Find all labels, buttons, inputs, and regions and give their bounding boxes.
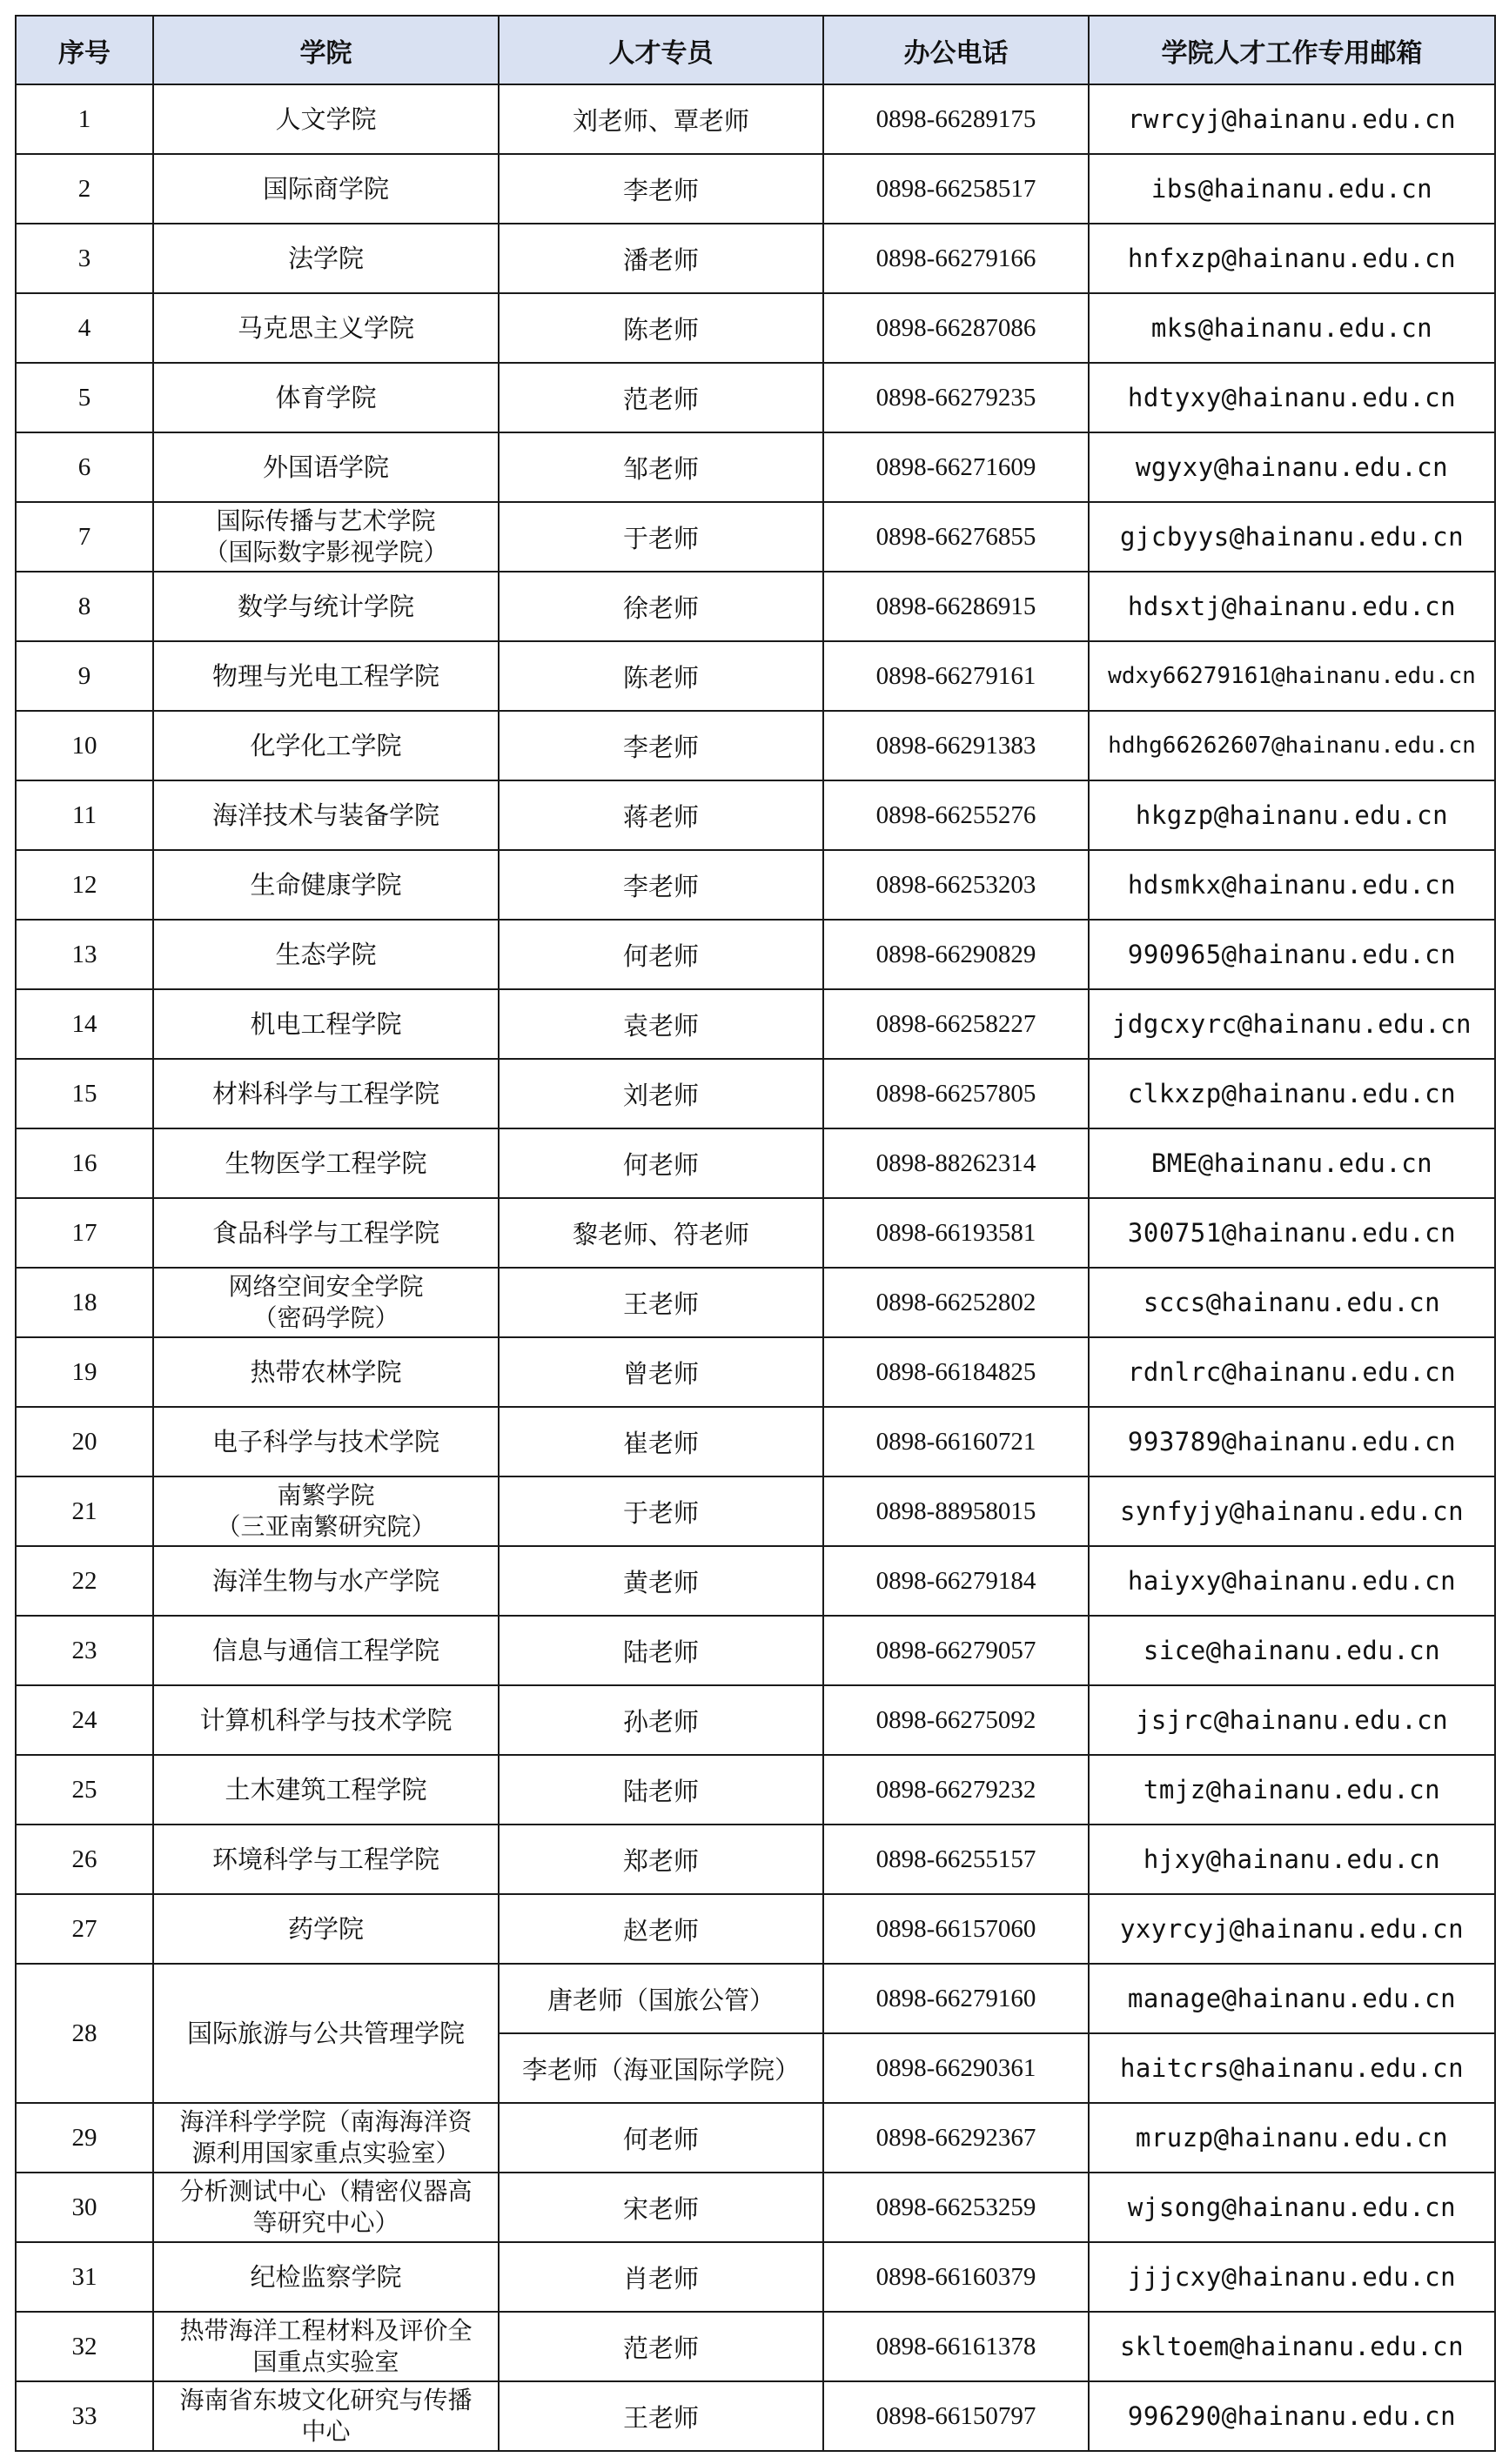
email-address: yxyrcyj@hainanu.edu.cn bbox=[1089, 1894, 1495, 1964]
office-phone: 0898-66271609 bbox=[823, 432, 1089, 502]
email-address: ibs@hainanu.edu.cn bbox=[1089, 154, 1495, 224]
college-name-cell bbox=[153, 1476, 499, 1546]
office-phone: 0898-66193581 bbox=[823, 1198, 1089, 1268]
office-phone: 0898-66286915 bbox=[823, 572, 1089, 641]
college-name-cell bbox=[153, 224, 499, 293]
talent-specialist: 范老师 bbox=[499, 363, 823, 432]
row-number: 14 bbox=[16, 989, 153, 1059]
table-row bbox=[16, 1894, 1495, 1964]
office-phone: 0898-66150797 bbox=[823, 2381, 1089, 2451]
row-number: 20 bbox=[16, 1407, 153, 1476]
talent-specialist: 王老师 bbox=[499, 1268, 823, 1337]
table-row bbox=[16, 1755, 1495, 1825]
talent-specialist: 何老师 bbox=[499, 1128, 823, 1198]
college-name-cell bbox=[153, 1128, 499, 1198]
email-address: skltoem@hainanu.edu.cn bbox=[1089, 2312, 1495, 2381]
college-name: 物理与光电工程学院 bbox=[211, 661, 439, 691]
office-phone: 0898-66279166 bbox=[823, 224, 1089, 293]
table-row bbox=[16, 711, 1495, 780]
office-phone: 0898-66279161 bbox=[823, 641, 1089, 711]
header-no: 序号 bbox=[16, 16, 153, 84]
email-address: tmjz@hainanu.edu.cn bbox=[1089, 1755, 1495, 1825]
table-row bbox=[16, 2103, 1495, 2173]
email-address: hdsmkx@hainanu.edu.cn bbox=[1089, 850, 1495, 920]
office-phone: 0898-66276855 bbox=[823, 502, 1089, 572]
college-name-sub: 中心 bbox=[301, 2417, 351, 2446]
email-address: haitcrs@hainanu.edu.cn bbox=[1089, 2033, 1495, 2103]
talent-specialist: 李老师 bbox=[499, 711, 823, 780]
table-row bbox=[16, 1407, 1495, 1476]
row-number: 30 bbox=[16, 2173, 153, 2242]
table-row bbox=[16, 502, 1495, 572]
table-row bbox=[16, 1198, 1495, 1268]
talent-specialist: 蒋老师 bbox=[499, 780, 823, 850]
college-name-cell bbox=[153, 2103, 499, 2173]
row-number: 32 bbox=[16, 2312, 153, 2381]
email-address: 990965@hainanu.edu.cn bbox=[1089, 920, 1495, 989]
email-address: manage@hainanu.edu.cn bbox=[1089, 1964, 1495, 2033]
college-name: 分析测试中心（精密仪器高 bbox=[179, 2177, 473, 2206]
college-name: 生态学院 bbox=[275, 940, 377, 969]
row-number: 12 bbox=[16, 850, 153, 920]
college-name-sub: 等研究中心） bbox=[252, 2208, 399, 2237]
talent-specialist: 潘老师 bbox=[499, 224, 823, 293]
table-row bbox=[16, 84, 1495, 154]
college-name: 网络空间安全学院 bbox=[228, 1272, 424, 1301]
row-number: 2 bbox=[16, 154, 153, 224]
office-phone: 0898-66290361 bbox=[823, 2033, 1089, 2103]
talent-specialist: 徐老师 bbox=[499, 572, 823, 641]
table-row bbox=[16, 780, 1495, 850]
talent-specialist: 郑老师 bbox=[499, 1825, 823, 1894]
talent-specialist: 崔老师 bbox=[499, 1407, 823, 1476]
talent-specialist: 刘老师、覃老师 bbox=[499, 84, 823, 154]
table-row bbox=[16, 1685, 1495, 1755]
college-name-sub: 源利用国家重点实验室） bbox=[191, 2139, 460, 2167]
college-name-cell bbox=[153, 84, 499, 154]
talent-specialist: 李老师 bbox=[499, 850, 823, 920]
row-number: 28 bbox=[16, 1964, 153, 2103]
talent-specialist: 陈老师 bbox=[499, 293, 823, 363]
row-number: 33 bbox=[16, 2381, 153, 2451]
table-row bbox=[16, 572, 1495, 641]
table-row bbox=[16, 2381, 1495, 2451]
office-phone: 0898-66257805 bbox=[823, 1059, 1089, 1128]
talent-specialist: 唐老师（国旅公管） bbox=[499, 1964, 823, 2033]
college-name-cell bbox=[153, 1755, 499, 1825]
table-body bbox=[16, 84, 1495, 2451]
college-name-cell bbox=[153, 1198, 499, 1268]
email-address: 996290@hainanu.edu.cn bbox=[1089, 2381, 1495, 2451]
row-number: 1 bbox=[16, 84, 153, 154]
email-address: hnfxzp@hainanu.edu.cn bbox=[1089, 224, 1495, 293]
college-name-cell bbox=[153, 711, 499, 780]
email-address: wjsong@hainanu.edu.cn bbox=[1089, 2173, 1495, 2242]
college-name: 国际旅游与公共管理学院 bbox=[153, 1964, 499, 2103]
college-name-cell bbox=[153, 2242, 499, 2312]
college-name: 外国语学院 bbox=[262, 452, 389, 482]
office-phone: 0898-66255276 bbox=[823, 780, 1089, 850]
email-address: gjcbyys@hainanu.edu.cn bbox=[1089, 502, 1495, 572]
college-name-cell bbox=[153, 920, 499, 989]
office-phone: 0898-66287086 bbox=[823, 293, 1089, 363]
row-number: 3 bbox=[16, 224, 153, 293]
college-name-cell bbox=[153, 293, 499, 363]
college-name-sub: （国际数字影视学院） bbox=[204, 538, 448, 566]
college-name-cell bbox=[153, 2173, 499, 2242]
talent-specialist: 黎老师、符老师 bbox=[499, 1198, 823, 1268]
email-address: mruzp@hainanu.edu.cn bbox=[1089, 2103, 1495, 2173]
email-address: rdnlrc@hainanu.edu.cn bbox=[1089, 1337, 1495, 1407]
email-address: BME@hainanu.edu.cn bbox=[1089, 1128, 1495, 1198]
college-name: 海南省东坡文化研究与传播 bbox=[179, 2386, 473, 2414]
college-name: 计算机科学与技术学院 bbox=[199, 1705, 453, 1735]
table-row bbox=[16, 1546, 1495, 1616]
college-name-cell bbox=[153, 2312, 499, 2381]
college-name: 食品科学与工程学院 bbox=[211, 1218, 439, 1248]
college-name: 体育学院 bbox=[275, 383, 377, 412]
college-name: 国际商学院 bbox=[262, 174, 389, 204]
college-name: 电子科学与技术学院 bbox=[211, 1427, 439, 1456]
email-address: wgyxy@hainanu.edu.cn bbox=[1089, 432, 1495, 502]
office-phone: 0898-66161378 bbox=[823, 2312, 1089, 2381]
row-number: 8 bbox=[16, 572, 153, 641]
college-name: 药学院 bbox=[287, 1914, 364, 1944]
office-phone: 0898-66252802 bbox=[823, 1268, 1089, 1337]
row-number: 26 bbox=[16, 1825, 153, 1894]
college-talent-contact-table bbox=[15, 15, 1496, 2452]
table-row bbox=[16, 1337, 1495, 1407]
college-name: 海洋生物与水产学院 bbox=[211, 1566, 439, 1596]
talent-specialist: 陆老师 bbox=[499, 1616, 823, 1685]
table-row bbox=[16, 1616, 1495, 1685]
row-number: 27 bbox=[16, 1894, 153, 1964]
row-number: 13 bbox=[16, 920, 153, 989]
talent-specialist: 陆老师 bbox=[499, 1755, 823, 1825]
row-number: 6 bbox=[16, 432, 153, 502]
college-name-cell bbox=[153, 502, 499, 572]
office-phone: 0898-66253259 bbox=[823, 2173, 1089, 2242]
college-name-cell bbox=[153, 989, 499, 1059]
college-name-sub: 国重点实验室 bbox=[252, 2347, 399, 2376]
talent-specialist: 肖老师 bbox=[499, 2242, 823, 2312]
email-address: clkxzp@hainanu.edu.cn bbox=[1089, 1059, 1495, 1128]
college-name-cell bbox=[153, 641, 499, 711]
talent-specialist: 王老师 bbox=[499, 2381, 823, 2451]
college-name: 环境科学与工程学院 bbox=[211, 1845, 439, 1874]
row-number: 4 bbox=[16, 293, 153, 363]
row-number: 17 bbox=[16, 1198, 153, 1268]
talent-specialist: 孙老师 bbox=[499, 1685, 823, 1755]
college-name-cell bbox=[153, 850, 499, 920]
office-phone: 0898-66290829 bbox=[823, 920, 1089, 989]
email-address: sice@hainanu.edu.cn bbox=[1089, 1616, 1495, 1685]
table-row bbox=[16, 1059, 1495, 1128]
college-name-sub: （密码学院） bbox=[252, 1303, 399, 1332]
talent-specialist: 李老师 bbox=[499, 154, 823, 224]
row-number: 24 bbox=[16, 1685, 153, 1755]
table-row bbox=[16, 154, 1495, 224]
college-name: 生命健康学院 bbox=[250, 870, 402, 900]
table-header-row bbox=[16, 16, 1495, 84]
email-address: hkgzp@hainanu.edu.cn bbox=[1089, 780, 1495, 850]
college-name-cell bbox=[153, 363, 499, 432]
college-name: 人文学院 bbox=[275, 104, 377, 134]
email-address: synfyjy@hainanu.edu.cn bbox=[1089, 1476, 1495, 1546]
row-number: 18 bbox=[16, 1268, 153, 1337]
office-phone: 0898-66253203 bbox=[823, 850, 1089, 920]
table-row bbox=[16, 989, 1495, 1059]
college-name: 土木建筑工程学院 bbox=[225, 1775, 427, 1804]
office-phone: 0898-66289175 bbox=[823, 84, 1089, 154]
row-number: 5 bbox=[16, 363, 153, 432]
college-name: 机电工程学院 bbox=[250, 1009, 402, 1039]
table-row bbox=[16, 2242, 1495, 2312]
table-row bbox=[16, 363, 1495, 432]
office-phone: 0898-66255157 bbox=[823, 1825, 1089, 1894]
talent-specialist: 曾老师 bbox=[499, 1337, 823, 1407]
email-address: hdtyxy@hainanu.edu.cn bbox=[1089, 363, 1495, 432]
email-address: jsjrc@hainanu.edu.cn bbox=[1089, 1685, 1495, 1755]
table-row bbox=[16, 432, 1495, 502]
talent-specialist: 李老师（海亚国际学院） bbox=[499, 2033, 823, 2103]
college-name: 数学与统计学院 bbox=[237, 592, 414, 621]
table-row bbox=[16, 850, 1495, 920]
row-number: 16 bbox=[16, 1128, 153, 1198]
college-name: 材料科学与工程学院 bbox=[211, 1079, 439, 1108]
header-phone: 办公电话 bbox=[823, 16, 1089, 84]
college-name: 南繁学院 bbox=[277, 1481, 375, 1510]
college-name-cell bbox=[153, 1546, 499, 1616]
email-address: 300751@hainanu.edu.cn bbox=[1089, 1198, 1495, 1268]
office-phone: 0898-66275092 bbox=[823, 1685, 1089, 1755]
row-number: 25 bbox=[16, 1755, 153, 1825]
talent-specialist: 宋老师 bbox=[499, 2173, 823, 2242]
college-name-cell bbox=[153, 572, 499, 641]
email-address: rwrcyj@hainanu.edu.cn bbox=[1089, 84, 1495, 154]
email-address: sccs@hainanu.edu.cn bbox=[1089, 1268, 1495, 1337]
college-name-cell bbox=[153, 2381, 499, 2451]
talent-specialist: 赵老师 bbox=[499, 1894, 823, 1964]
header-college: 学院 bbox=[153, 16, 499, 84]
row-number: 10 bbox=[16, 711, 153, 780]
table-row bbox=[16, 2173, 1495, 2242]
college-name-cell bbox=[153, 1685, 499, 1755]
college-name-cell bbox=[153, 1337, 499, 1407]
row-number: 23 bbox=[16, 1616, 153, 1685]
talent-specialist: 袁老师 bbox=[499, 989, 823, 1059]
talent-specialist: 何老师 bbox=[499, 920, 823, 989]
college-name-cell bbox=[153, 154, 499, 224]
office-phone: 0898-66279232 bbox=[823, 1755, 1089, 1825]
office-phone: 0898-88262314 bbox=[823, 1128, 1089, 1198]
table-row bbox=[16, 224, 1495, 293]
office-phone: 0898-66258517 bbox=[823, 154, 1089, 224]
office-phone: 0898-66157060 bbox=[823, 1894, 1089, 1964]
office-phone: 0898-66258227 bbox=[823, 989, 1089, 1059]
email-address: mks@hainanu.edu.cn bbox=[1089, 293, 1495, 363]
college-name: 热带农林学院 bbox=[250, 1357, 402, 1387]
table-row bbox=[16, 2312, 1495, 2381]
table-row bbox=[16, 641, 1495, 711]
table-row bbox=[16, 1825, 1495, 1894]
table-row bbox=[16, 293, 1495, 363]
talent-specialist: 邹老师 bbox=[499, 432, 823, 502]
row-number: 22 bbox=[16, 1546, 153, 1616]
talent-specialist: 范老师 bbox=[499, 2312, 823, 2381]
talent-specialist: 刘老师 bbox=[499, 1059, 823, 1128]
office-phone: 0898-66292367 bbox=[823, 2103, 1089, 2173]
row-number: 31 bbox=[16, 2242, 153, 2312]
email-address: wdxy66279161@hainanu.edu.cn bbox=[1089, 641, 1495, 711]
row-number: 11 bbox=[16, 780, 153, 850]
college-name-cell bbox=[153, 780, 499, 850]
row-number: 19 bbox=[16, 1337, 153, 1407]
college-name-cell bbox=[153, 1059, 499, 1128]
college-name-cell bbox=[153, 1616, 499, 1685]
row-number: 15 bbox=[16, 1059, 153, 1128]
office-phone: 0898-66279184 bbox=[823, 1546, 1089, 1616]
college-name: 热带海洋工程材料及评价全 bbox=[179, 2316, 473, 2345]
row-number: 9 bbox=[16, 641, 153, 711]
table-row bbox=[16, 1268, 1495, 1337]
email-address: hdsxtj@hainanu.edu.cn bbox=[1089, 572, 1495, 641]
email-address: haiyxy@hainanu.edu.cn bbox=[1089, 1546, 1495, 1616]
office-phone: 0898-88958015 bbox=[823, 1476, 1089, 1546]
row-number: 29 bbox=[16, 2103, 153, 2173]
talent-specialist: 何老师 bbox=[499, 2103, 823, 2173]
college-name: 生物医学工程学院 bbox=[225, 1148, 427, 1178]
row-number: 21 bbox=[16, 1476, 153, 1546]
college-name: 国际传播与艺术学院 bbox=[216, 506, 436, 535]
college-name: 马克思主义学院 bbox=[237, 313, 414, 343]
office-phone: 0898-66184825 bbox=[823, 1337, 1089, 1407]
email-address: jjjcxy@hainanu.edu.cn bbox=[1089, 2242, 1495, 2312]
college-name: 信息与通信工程学院 bbox=[211, 1636, 439, 1665]
table-row bbox=[16, 1476, 1495, 1546]
office-phone: 0898-66160379 bbox=[823, 2242, 1089, 2312]
table-row bbox=[16, 1964, 1495, 2033]
college-name-cell bbox=[153, 1268, 499, 1337]
office-phone: 0898-66160721 bbox=[823, 1407, 1089, 1476]
college-name: 化学化工学院 bbox=[250, 731, 402, 760]
college-name: 海洋技术与装备学院 bbox=[211, 800, 439, 830]
office-phone: 0898-66279160 bbox=[823, 1964, 1089, 2033]
college-name-cell bbox=[153, 1894, 499, 1964]
talent-specialist: 陈老师 bbox=[499, 641, 823, 711]
talent-specialist: 于老师 bbox=[499, 1476, 823, 1546]
email-address: jdgcxyrc@hainanu.edu.cn bbox=[1089, 989, 1495, 1059]
header-specialist: 人才专员 bbox=[499, 16, 823, 84]
header-email: 学院人才工作专用邮箱 bbox=[1089, 16, 1495, 84]
college-name-sub: （三亚南繁研究院） bbox=[216, 1512, 436, 1541]
email-address: 993789@hainanu.edu.cn bbox=[1089, 1407, 1495, 1476]
office-phone: 0898-66279235 bbox=[823, 363, 1089, 432]
table-row bbox=[16, 920, 1495, 989]
college-name: 法学院 bbox=[287, 244, 364, 273]
talent-specialist: 于老师 bbox=[499, 502, 823, 572]
row-number: 7 bbox=[16, 502, 153, 572]
email-address: hjxy@hainanu.edu.cn bbox=[1089, 1825, 1495, 1894]
college-name: 海洋科学学院（南海海洋资 bbox=[179, 2107, 473, 2136]
office-phone: 0898-66279057 bbox=[823, 1616, 1089, 1685]
college-name-cell bbox=[153, 1825, 499, 1894]
college-name: 纪检监察学院 bbox=[250, 2262, 402, 2292]
email-address: hdhg66262607@hainanu.edu.cn bbox=[1089, 711, 1495, 780]
college-name-cell bbox=[153, 1407, 499, 1476]
talent-specialist: 黄老师 bbox=[499, 1546, 823, 1616]
table-row bbox=[16, 1128, 1495, 1198]
college-name-cell bbox=[153, 432, 499, 502]
office-phone: 0898-66291383 bbox=[823, 711, 1089, 780]
